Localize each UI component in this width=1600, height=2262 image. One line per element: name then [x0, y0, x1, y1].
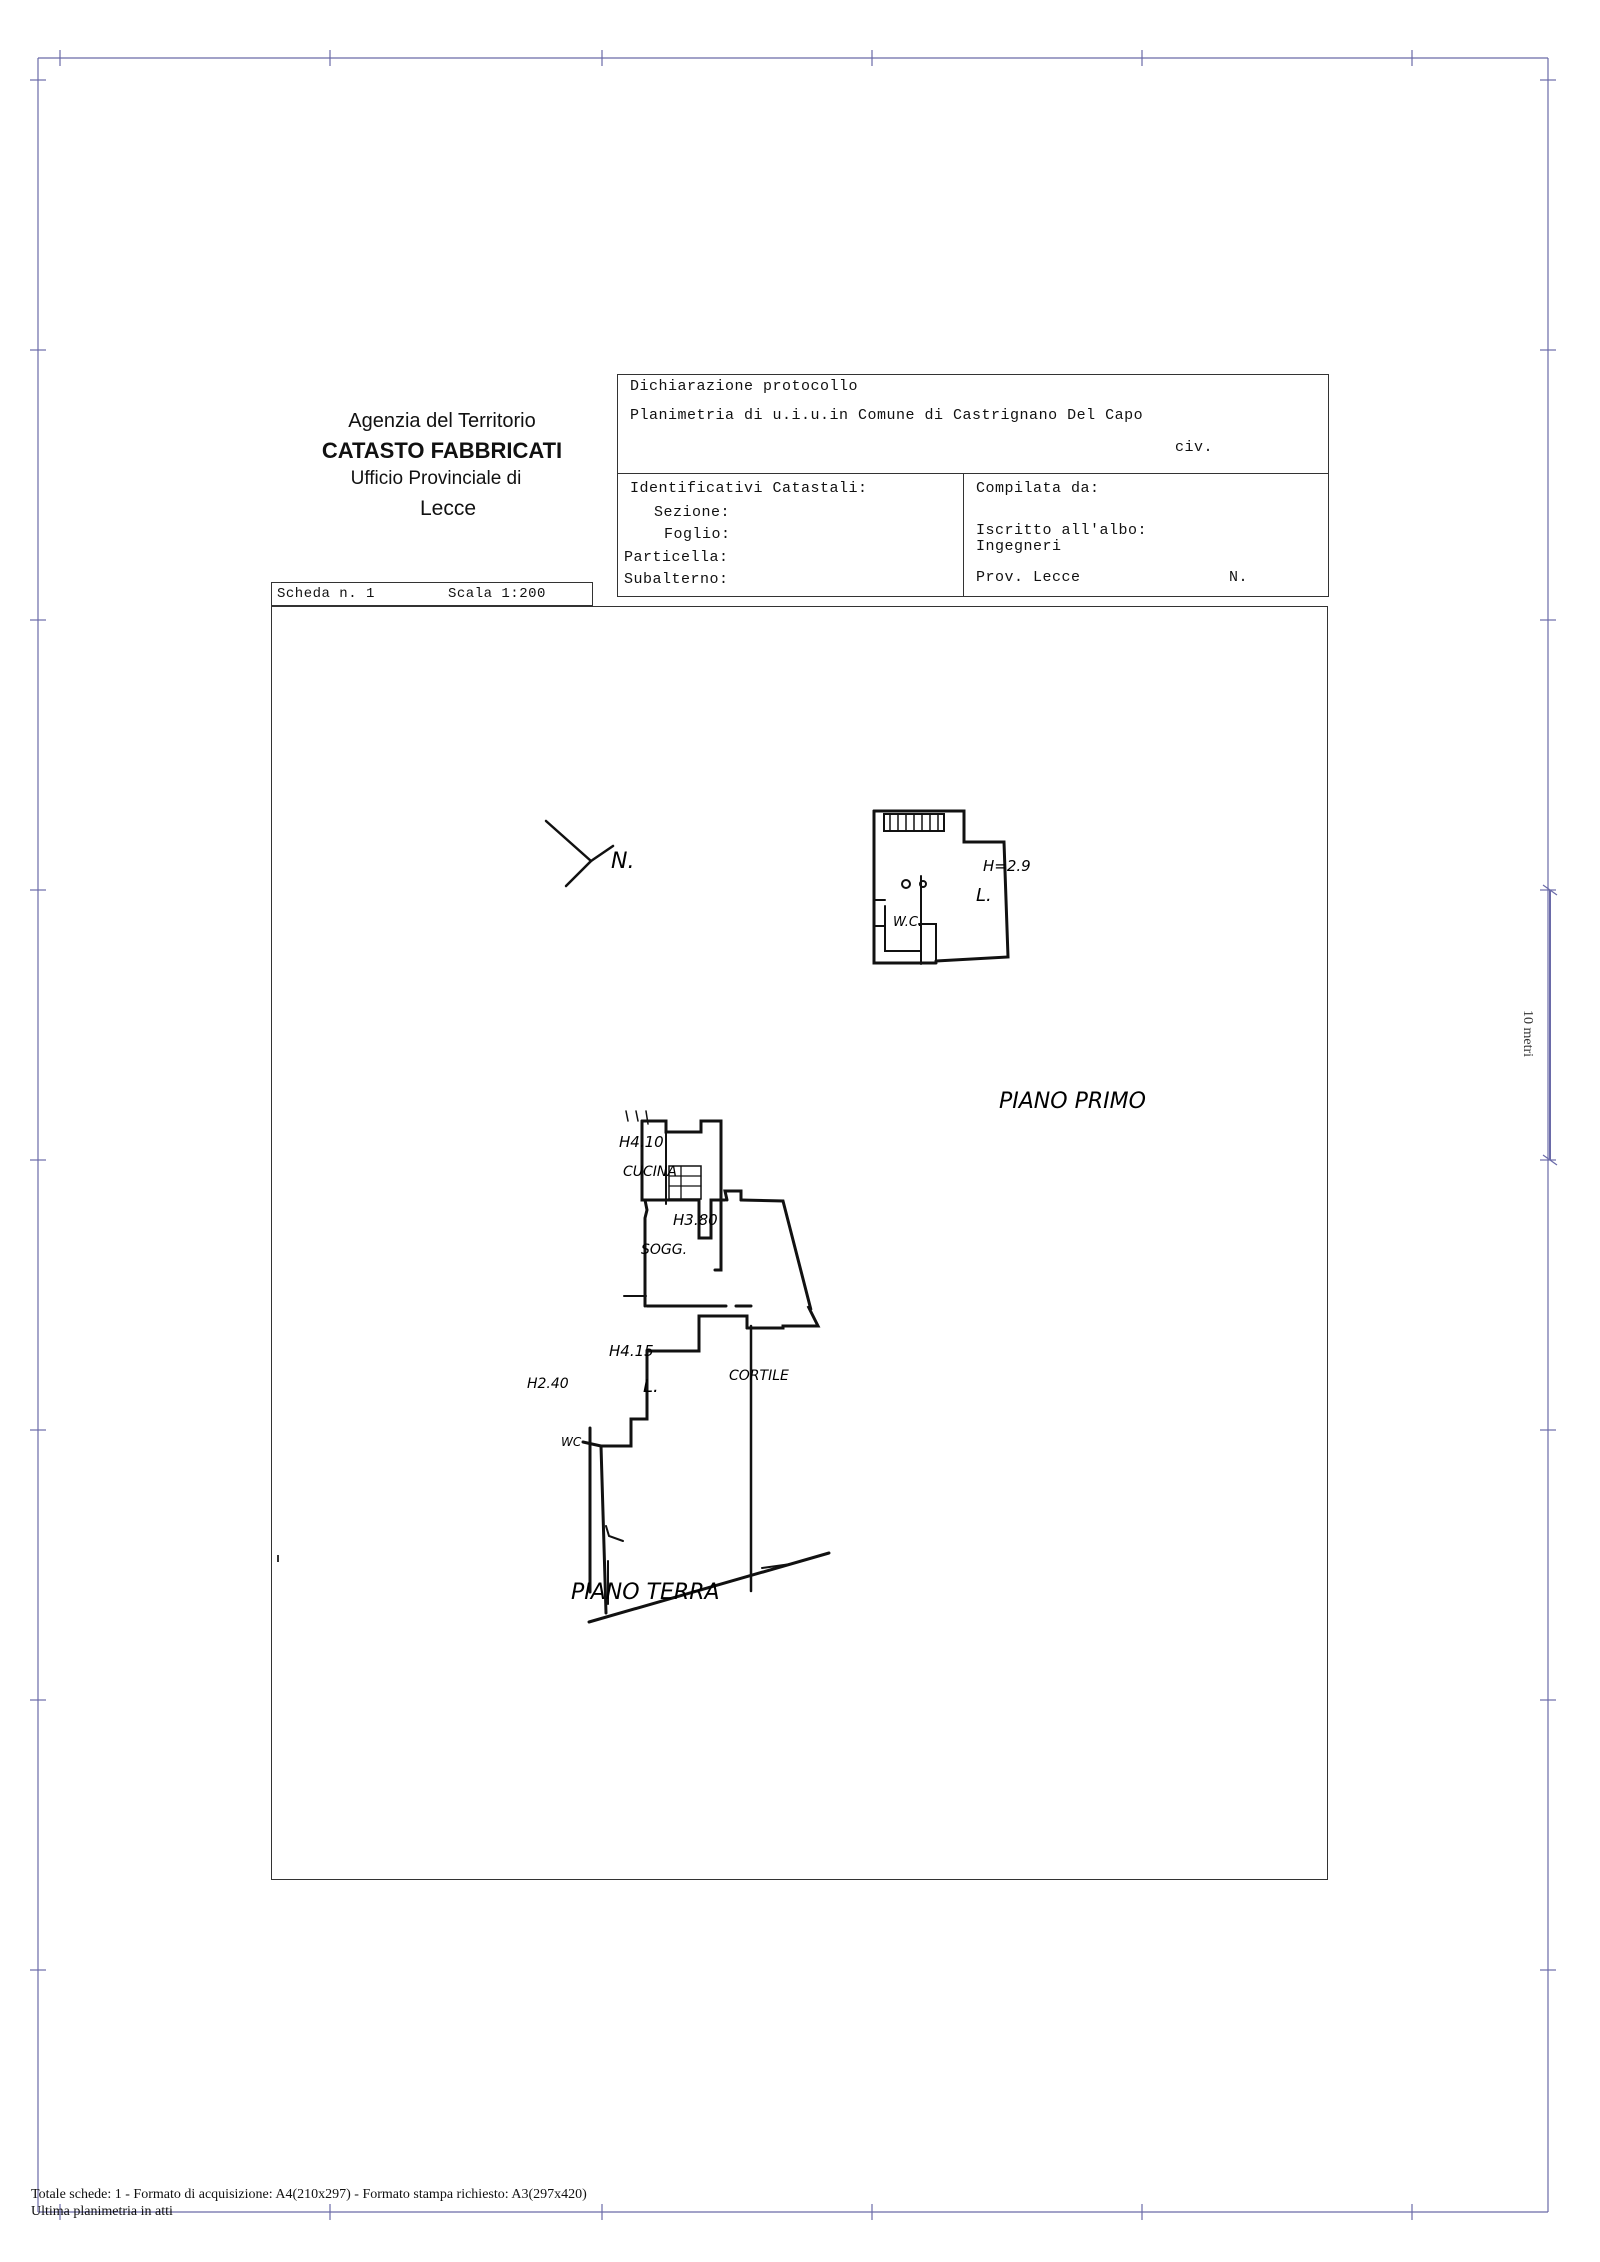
room-kitchen: CUCINA	[623, 1164, 677, 1180]
room-height-l: H4.15	[609, 1342, 654, 1360]
registered-label: Iscritto all'albo:	[976, 522, 1148, 539]
identifiers-divider	[963, 473, 964, 597]
planimetry-line: Planimetria di u.i.u.in Comune di Castrignano Del Capo	[630, 407, 1144, 424]
office-city: Lecce	[419, 497, 477, 520]
province-label: Prov. Lecce	[976, 569, 1081, 586]
room-courtyard: CORTILE	[729, 1368, 789, 1384]
civ-label: civ.	[1175, 439, 1214, 456]
protocol-label: Dichiarazione protocollo	[630, 378, 859, 395]
scala-label: Scala 1:200	[448, 586, 546, 602]
agency-name: Agenzia del Territorio	[348, 410, 536, 432]
scheda-label: Scheda n. 1	[277, 586, 375, 602]
piano-terra-label: PIANO TERRA	[571, 1580, 720, 1605]
number-label: N.	[1229, 569, 1249, 586]
piano-primo-label: PIANO PRIMO	[999, 1089, 1146, 1114]
north-label: N.	[611, 849, 635, 874]
footer-line-1: Totale schede: 1 - Formato di acquisizione: A4(210x297) - Formato stampa richiesto: A3(297x420)	[31, 2187, 587, 2202]
room-height-kitchen: H4.10	[619, 1133, 664, 1151]
room-wc-ground: WC	[561, 1435, 582, 1449]
room-soggiorno: SOGG.	[641, 1242, 688, 1258]
scale-bar-label: 10 metri	[1520, 1010, 1535, 1058]
profession-label: Ingegneri	[976, 538, 1062, 555]
room-wc-first: W.C.	[893, 915, 923, 930]
foglio-label: Foglio:	[664, 526, 731, 543]
floor-plan-drawing	[271, 606, 1328, 1880]
compiled-by-label: Compilata da:	[976, 480, 1100, 497]
room-height-first: H=2.9	[983, 857, 1031, 875]
subalterno-label: Subalterno:	[624, 571, 729, 588]
north-arrow-icon	[546, 821, 591, 886]
footer-line-2: Ultima planimetria in atti	[31, 2204, 173, 2219]
sezione-label: Sezione:	[654, 504, 731, 521]
room-living-first: L.	[976, 885, 992, 906]
ground-floor-plan	[583, 1111, 829, 1622]
room-l-ground: L.	[643, 1376, 659, 1397]
room-height-wc: H2.40	[527, 1376, 569, 1392]
catasto-title: CATASTO FABBRICATI	[321, 438, 563, 463]
identifiers-title: Identificativi Catastali:	[630, 480, 868, 497]
office-name: Ufficio Provinciale di	[350, 468, 522, 489]
particella-label: Particella:	[624, 549, 729, 566]
room-height-living: H3.80	[673, 1211, 718, 1229]
